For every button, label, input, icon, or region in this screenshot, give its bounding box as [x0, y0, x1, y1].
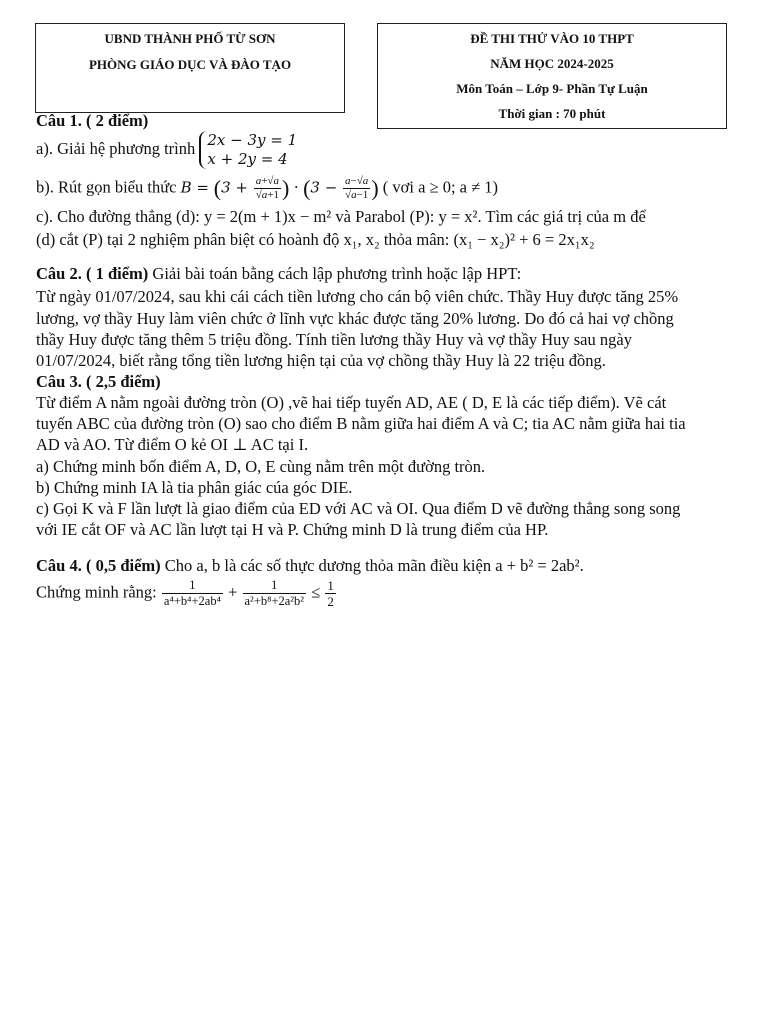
q3-part-c-line-2: với IE cắt OF và AC lần lượt tại H và P. Chứng minh D là trung điểm của HP.	[36, 520, 549, 539]
school-year: NĂM HỌC 2024-2025	[490, 56, 614, 71]
q1-title: Câu 1. ( 2 điểm)	[36, 111, 149, 130]
q1a-text: a). Giải hệ phương trình	[36, 138, 196, 158]
q1b-condition: ( vơi a ≥ 0; a ≠ 1)	[382, 177, 499, 197]
header-left-box	[35, 23, 345, 113]
q4-intro: Cho a, b là các số thực dương thỏa mãn điều kiện a + b² = 2ab².	[160, 556, 584, 575]
q1b-frac-2: $\frac{a-√a}{√a-1}$	[345, 175, 369, 201]
q2-line: thầy Huy được tăng thêm 5 triệu đồng. Tính tiền lương thầy Huy và vợ thầy Huy sau ngày	[36, 330, 632, 349]
q1b-frac-1: $\frac{a+√a}{√a+1}$	[255, 175, 279, 201]
q1a	[36, 131, 297, 169]
q3-part-c-line-1: c) Gọi K và F lần lượt là giao điểm của ED với AC và OI. Qua điểm D vẽ đường thẳng song song	[36, 499, 681, 518]
q2-line: 01/07/2024, biết rằng tổng tiền lương hiện tại của vợ chồng thầy Huy là 22 triệu đồng.	[36, 351, 606, 370]
q1b-text: b). Rút gọn biểu thức	[36, 177, 177, 197]
q2-intro: Giải bài toán bằng cách lập phương trình hoặc lập HPT:	[148, 264, 522, 283]
leq-sign: ≤	[307, 582, 325, 602]
q3-line: tuyến ABC của đường tròn (O) sao cho điểm B nằm giữa hai điểm A và C; tia AC nằm giữa hai tia	[36, 414, 686, 433]
q4-prove-text: Chứng minh rằng:	[36, 582, 157, 602]
q3-part-b: b) Chứng minh IA là tia phân giác cúa góc DIE.	[36, 478, 353, 497]
q2-line: Từ ngày 01/07/2024, sau khi cái cách tiền lương cho cán bộ viên chức. Thầy Huy được tăng 25%	[36, 287, 679, 306]
header-right-box	[377, 23, 727, 129]
subject-line: Môn Toán – Lớp 9- Phần Tự Luận	[456, 81, 648, 96]
q4-frac-3: $\frac{1}{2}$	[327, 578, 334, 609]
equation-1: 2x − 3y = 1	[207, 131, 298, 149]
equation-2: x + 2y = 4	[207, 150, 288, 168]
q4-heading	[36, 556, 584, 576]
q4-inequality	[36, 578, 337, 609]
q3-line: Từ điểm A nằm ngoài đường tròn (O) ,vẽ hai tiếp tuyến AD, AE ( D, E là các tiếp điểm). Vẽ cát	[36, 393, 667, 412]
q3-line: AD và AO. Từ điểm O kẻ OI ⊥ AC tại I.	[36, 435, 309, 454]
q1c-line-2: (d) cắt (P) tại 2 nghiệm phân biệt có hoành độ x₁, x₂ thỏa mân: (x₁ − x₂)² + 6 = 2x₁x₂	[36, 230, 595, 249]
q3-part-a: a) Chứng minh bốn điểm A, D, O, E cùng nằm trên một đường tròn.	[36, 457, 486, 476]
q2-heading	[36, 264, 521, 284]
authority-name: UBND THÀNH PHỐ TỪ SƠN	[104, 31, 276, 46]
q1c-line-1: c). Cho đường thẳng (d): y = 2(m + 1)x − m² và Parabol (P): y = x². Tìm các giá trị của m để	[36, 207, 646, 226]
department-name: PHÒNG GIÁO DỤC VÀ ĐÀO TẠO	[88, 57, 292, 72]
plus-sign: +	[223, 582, 242, 602]
q1b-var: B =	[180, 178, 214, 197]
equation-system	[199, 131, 297, 169]
q2-title: Câu 2. ( 1 điểm)	[36, 264, 149, 283]
exam-title: ĐỀ THI THỬ VÀO 10 THPT	[470, 31, 634, 46]
q4-title: Câu 4. ( 0,5 điểm)	[36, 556, 161, 575]
time-limit: Thời gian : 70 phút	[498, 106, 606, 121]
q1b: b). Rút gọn biểu thức B = (3 + $\frac{a+√a}{√a+1}$ ) · (3 − $\frac{a-√a}{√a-1}$ ) ( vơi a ≥ 0; a ≠ 1)	[36, 175, 499, 201]
q3-title: Câu 3. ( 2,5 điểm)	[36, 372, 161, 391]
q4-frac-1: $\frac{1}{\text{a⁴+b⁴+2ab⁴}}$	[163, 578, 221, 608]
q4-frac-2: $\frac{1}{\text{a²+b⁸+2a²b²}}$	[244, 578, 305, 608]
q2-line: lương, vợ thầy Huy làm viên chức ở lĩnh vực khác được tăng 20% lương. Do đó cả hai vợ chồng	[36, 309, 674, 328]
